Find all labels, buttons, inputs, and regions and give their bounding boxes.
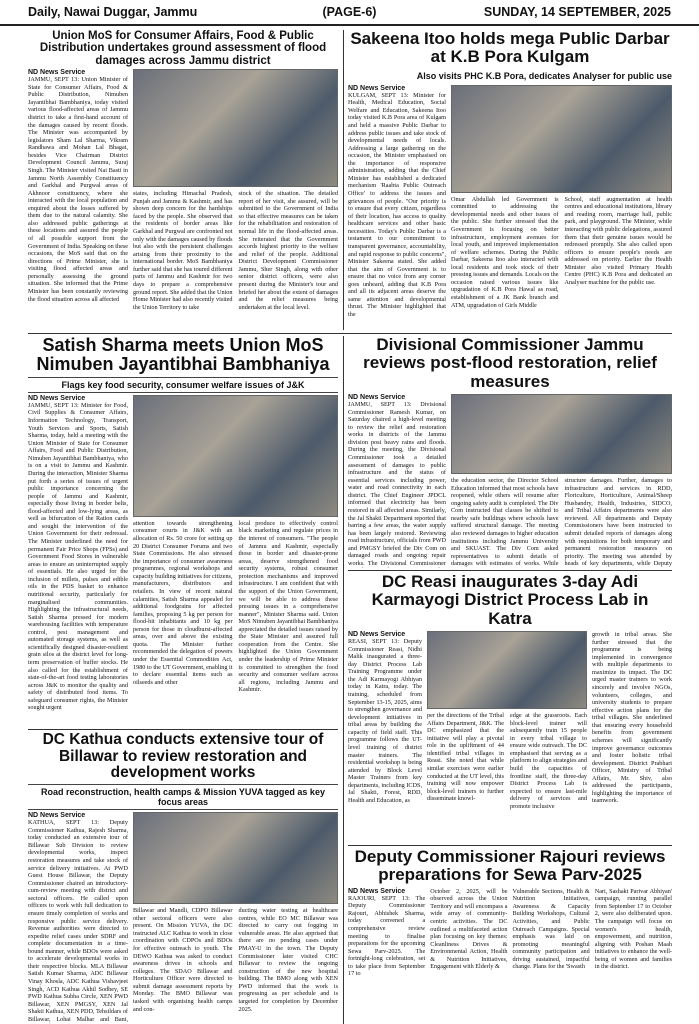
article-text: per the directions of the Tribal Affairs Department, J&K. The DC emphasized that the initiative will play a pivotal role in the upliftment of 44 identified tribal villages in Reasi. She noted that while similar exercises were earlier conducted at the UT level, this training will now empower block-level trainers to further disseminate knowl- — [427, 712, 504, 803]
article-text: RAJOURI, SEPT 13: The Deputy Commissioner Rajouri, Abhishek Sharma, today convened a comprehensive review meeting to finalise preparations for the upcoming Sewa Parv-2025. The fortnight-long celebration, set to take place from September 17 to — [348, 894, 426, 978]
byline: ND News Service — [28, 69, 86, 77]
byline: ND News Service — [348, 631, 406, 639]
headline: Satish Sharma meets Union MoS Nimuben Jayantibhai Bambhaniya — [36, 336, 330, 375]
article-dc-rajouri — [348, 848, 672, 1024]
byline: ND News Service — [348, 394, 406, 402]
section-divider — [28, 729, 338, 730]
article-text: JAMMU, SEPT 13: Divisional Commissioner Ramesh Kumar, on Saturday chaired a high-level meeting to review the relief and restoration works in districts of the Jammu division post heavy rains and floods. During the meeting, the Divisional Commissioner took a detailed assessment of damages to public infrastructure and the status of essential services including power, water and road connectivity in each district. The Chief Engineer JPDCL informed that electricity has been restored in all affected areas. Similarly, the Jal Shakti Department reported that barring a few areas, the water supply has been largely restored. Reviewing road infrastructure, officials from PWD and PMGSY briefed the Div Com on damaged roads and ongoing repair works. The Divisional Commissioner — [348, 401, 446, 567]
subheadline: Flags key food security, consumer welfare issues of J&K — [28, 377, 338, 393]
headline: Divisional Commissioner Jammu reviews post-flood restoration, relief measures — [363, 336, 657, 391]
section-divider — [348, 570, 672, 571]
article-text: Billawar and Mandli, CDPO Billawar other sectoral officers were also present. On Mission YUVA, the DC instructed ALC Kathua to work in close coordination with CDPOs and BDOs for effective outreach to youth. The DEWO Kathua was asked to conduct awareness drives in schools and colleges. The SDAO Billawar and Horticulture Officer were directed to submit damage assessment reports by Monday. The BMO Billawar was tasked with organising health camps and con- — [133, 907, 233, 1013]
column-divider — [343, 336, 344, 1024]
article-satish-sharma — [28, 336, 338, 726]
article-text: KATHUA, SEPT 13: Deputy Commissioner Kathua, Rajesh Sharma, today conducted an extensive tour of Billawar Sub Division to review developmental works, inspect restoration measures and take stock of service delivery initiatives. At PWD Guest House Billawar, the Deputy Commissioner chaired an introductory-cum-review meeting with district and sectoral officers. He called upon officers to work with full dedication to ensure timely completion of works and responsive public service delivery. Revenue authorities were directed to expedite relief cases under SDRF and complete documentation in a time-bound manner, while BDOs were asked to accelerate developmental works in their respective blocks. MLA Billawar Satish Kumar Sharma, ADC Billawar Vinay Khosla, ADC Kathua Vishavjeet Singh, ACD Kathua Akhil Sodhey, SE PWD Kathua Subha Circle, XEN PWD Billawar, XEN PMGSY, XEN Jal Shakti Kathua, XEN PDD, Tehsildars of Billawar, Lohai Malhar and Bani, — [28, 819, 128, 1023]
section-divider — [348, 845, 672, 846]
article-photo — [451, 85, 672, 193]
article-text: October 2, 2025, will be observed across the Union Territory and will encompass a wide array of community-centric activities. The DC outlined a multifaceted action plan focusing on key themes: Cleanliness Drives & Environmental Action, Health & Nutrition Initiatives, Engagement with Elderly & — [430, 887, 508, 971]
headline: Deputy Commissioner Rajouri reviews preparations for Sewa Parv-2025 — [354, 848, 666, 885]
headline: DC Kathua conducts extensive tour of Billawar to review restoration and development works — [42, 732, 324, 782]
article-text: local produce to effectively control black marketing and regulate prices in the interest of consumers. "The people of Jammu and Kashmir, especially those in border and disaster-prone areas, deserve strengthened food security systems, robust consumer protection mechanisms and improved infrastructure. I am confident that with the support of the Union Government, we will be able to address these pressing issues in a comprehensive manner", Minister Sharma said. Union MoS Nimuben Jayantibhai Bambhaniya appreciated the detailed issues raised by the State Minister and assured full cooperation from the Centre. She highlighted the Union Government under the leadership of Prime Minister is committed to strengthen the food security and consumer welfare across all regions, including Jammu and Kashmir. — [238, 519, 338, 694]
article-photo — [133, 395, 338, 517]
article-text: states, including Himachal Pradesh, Punjab and Jammu & Kashmir, and has shown deep concern for the hardships faced by the people. She observed that the residents of border areas like Garkhal and Purgwal are confronted not only with the damages caused by floods but also with the persistent challenges arising from their proximity to the international border. MoS Bambhaniya further said that she has toured different parts of Jammu and Kashmir for two days to prepare a comprehensive ground report. She added that the Union Home Minister had also recently visited the Union Territory to take — [133, 190, 233, 311]
article-text: Omar Abdullah led Government is committed to addressing the developmental needs and other issues of the public. She further stressed that the Government is focusing on better infrastructure, employment avenues for local youth, and improved implementation of welfare schemes. During the Public Darbar, Sakeena Itoo also interacted with local residents and took stock of their pressing issues and demands. Locals on the occasion raised various issues like upgradation of K.B Pora Hawal as road, establishment of a JK Bank branch and ATM, upgradation of Girls Middle — [451, 195, 559, 309]
subheadline: Also visits PHC K.B Pora, dedicates Analyser for public use — [416, 70, 672, 81]
headline: Sakeena Itoo holds mega Public Darbar at K.B Pora Kulgam — [350, 30, 670, 67]
article-text: KULGAM, SEPT 13: Minister for Health, Medical Education, Social Welfare and Education, Sakeena Itoo today visited K.B Pora area of Kulgam and held a massive Public Darbar to address public issues and take stock of developmental needs of locals. Addressing a large gathering on the occasion, the Minister emphasised on the importance of responsive administration, adding that the Chief Minister has established a dedicated mechanism 'Raabta Public Outreach Office' to address the issues and grievances of people. "Our priority is to ensure that every citizen, regardless of their location, has access to quality healthcare services and other basic necessities. Today's Public Darbar is a testament to our commitment to transparent governance, accountability, and rapid response to public concerns", Minister Sakeena stated. She added that the aim of Government is to ensure that no voice from any corner goes unheard, adding that K.B Pora and all its adjacent areas deserve the same attention and developmental thrust. The Minister highlighted that the — [348, 91, 446, 319]
article-photo — [451, 394, 672, 474]
article-text: Nari, Sashakt Parivar Abhiyan' campaign, running parallel from September 17 to October 2, were also deliberated upon. The campaign will focus on women's health, empowerment, and nutrition, aligning with Poshan Maah initiatives to enhance the well-being of women and families in the district. — [594, 887, 672, 971]
article-text: the education sector, the Director School Education informed that most schools have reopened, while others will resume after ongoing safety audit is completed. The Div Com instructed that classes be shifted to nearby safe buildings where schools have suffered structural damage. The meeting also reviewed damages to higher education institutions including Jammu University and SKUAST. The Div Com asked representatives to submit details of damages with estimates of works. While — [451, 477, 559, 568]
headline: Union MoS for Consumer Affairs, Food & Public Distribution undertakes ground assessment of flood damages across Jammu district — [39, 30, 327, 67]
article-text: ducting water testing at healthcare centres, while EO MC Billawar was directed to carry out fogging in vulnerable areas. He also apprised that there are no pending cases under PMAY-U in the town. The Deputy Commissioner later visited CHC Billawar to review the ongoing construction of the new hospital building. The BMO along with XEN PWD informed that the work is progressing as per schedule and is targeted for completion by December 2025. — [238, 907, 338, 1013]
article-text: attention towards strengthening consumer courts in J&K with an allocation of Rs. 50 crore for setting up 20 District Consumer Forums and two State Commissions. He also stressed the importance of consumer awareness programmes, regional workshops and capacity building initiatives for citizens, manufacturers, distributors and retailers. In view of recent natural calamities, Satish Sharma appealed for additional foodgrains for affected families, proposing 5 kg per person for flood-hit inhabitants and 10 kg per person for those in cloudburst-affected areas, over and above the existing quota. The Minister further recommended the delegation of powers under the Essential Commodities Act, 1980 to the UT Government, enabling it to declare essential items such as oilseeds and other — [133, 519, 233, 686]
subheadline: Road reconstruction, health camps & Mission YUVA tagged as key focus areas — [28, 784, 338, 810]
issue-date: SUNDAY, 14 SEPTEMBER, 2025 — [483, 5, 671, 19]
column-divider — [343, 30, 344, 330]
article-dc-kathua — [28, 732, 338, 1024]
article-text: JAMMU, SEPT 13: Union Minister of State for Consumer Affairs, Food & Public Distribution, Nimuben Jayantibhai Bambhaniya, today visited various flood-affected areas of Jammu district to take a first-hand account of the damages caused by recent floods. The Minister was accompanied by legislators Sham Lal Sharma, Vikram Randhawa and Mohan Lal Bhagat, besides Vice Chairman District Development Council Jammu, Suraj Singh. The Minister visited Nai Basti in Jammu North Assembly Constituency and Garkhal and Purgwal areas of Akhnoor constituency, where she interacted with the local population and enquired about the losses suffered by them due to the natural calamity. She also addressed public gatherings at these locations and assured the people of all possible support from the Government of India. Speaking on these occasions, the MoS said that on the directions of Prime Minister, she is visiting flood affected areas and personally assessing the ground situation. She informed that the Prime Minister has been constantly reviewing the flood situation across all affected — [28, 76, 129, 303]
masthead — [0, 0, 699, 26]
byline: ND News Service — [28, 812, 86, 820]
article-text: stock of the situation. The detailed report of her visit, she assured, will be submitted to the Government of India so that effective measures can be taken for the rehabilitation and restoration of normal life in the flood-affected areas. She reiterated that the Government accords highest priority to the welfare and relief of the people. Additional District Development Commissioner Jammu, Sher Singh, along with other senior district officers, were also present during the Minister's tour and briefed her about the extent of damages and the relief measures being undertaken at the local level. — [238, 190, 338, 311]
article-text: School, staff augmentation at health centres and educational institutions, library and reading room, marriage hall, public park, and playground. The Minister, while interacting with public delegations, assured them that their genuine issues would be redressed promptly. She also called upon officers to ensure people's needs are addressed on priority. Earlier the Health Minister also visited Primary Health Centre (PHC) K.B Pora and dedicated an Analyser machine for the public use. — [564, 195, 672, 286]
article-text: structure damages. Further, damages to infrastructure and services in RDD, Floriculture, Horticulture, Animal/Sheep Husbandry, Health, Industries, SIDCO, and Tribal Affairs departments were also reviewed. All departments and Deputy Commissioners have been instructed to submit detailed reports of damages along with requisitions for both temporary and permanent restoration measures on priority. The meeting was attended by heads of key departments, while Deputy — [564, 477, 672, 568]
article-text: growth in tribal areas. She further stressed that the programme is being implemented in convergence with multiple departments to maximize its impact. The DC urged master trainers to work sincerely and involve NGOs, volunteers, colleges, and university students to prepare effective action plans for the tribal villages. She underlined that ensuring every household benefits from government schemes will significantly improve governance outcomes and foster holistic tribal development. District Prabhari Officer, Ministry of Tribal Affairs, Mr. Shiv, also addressed the participants, highlighting the importance of teamwork. — [592, 631, 672, 805]
article-text: JAMMU, SEPT 13: Minister for Food, Civil Supplies & Consumer Affairs, Information Technology, Transport, Youth Services and Sports, Satish Sharma, today, held a meeting with the Union Minister of State for Consumer Affairs, Food and Public Distribution, Nimuben Jayantibhai Bambhaniya, who is on a visit to Jammu and Kashmir. During the interaction, Minister Sharma put forth a series of issues of urgent public importance concerning the people of Jammu and Kashmir, especially those living in border belts, flood-affected and low-lying areas, as well as bifurcation of the Ration cards and sought the intervention of the Union Government for their redressal. The Minister underlined the need for permanent Fair Price Shops (FPSs) and Government Food Stores in vulnerable areas to ensure an uninterrupted supply of essentials. He also urged for the inclusion of millets, pulses and edible oils in the PDS basket to enhance nutritional security, particularly for marginalised communities. Highlighting the infrastructural needs, Satish Sharma pressed for modern warehousing facilities with temperature control, pest management and automated storage systems, as well as scientifically designed disaster-resilient grain silos at the district level for long-term preservation of buffer stocks. He also called for the establishment of state-of-the-art food testing laboratories across J&K to monitor the quality and safety of distributed food items. To safeguard consumer rights, the Minister sought urgent — [28, 401, 128, 712]
byline: ND News Service — [28, 394, 86, 402]
headline: DC Reasi inaugurates 3-day Adi Karmayogi District Process Lab in Katra — [371, 573, 649, 628]
article-photo — [133, 812, 338, 904]
article-dc-reasi — [348, 573, 672, 843]
article-sakeena-itoo — [348, 30, 672, 332]
section-divider — [28, 333, 672, 334]
article-text: REASI, SEPT 13: Deputy Commissioner Reasi, Nidhi Malik inaugurated a three-day District Process Lab Training Programme under the Adi Karmayogi Abhiyan today in Katra, today. The training, scheduled from September 13-15, 2025, aims to strengthen governance and development initiatives in tribal areas by building the capacity of field staff. This programme follows the UT-level training of district master trainers. The residential workshop is being attended by Block Level Master Trainers from key departments, including ICDS, Jal Shakti, Forest, RDD, Health and Education, as — [348, 638, 422, 804]
article-text: edge at the grassroots. Each block-level trainer will subsequently train 15 people in every tribal village to ensure wide outreach. The DC emphasised that serving as a platform to align strategies and build the capacities of frontline staff, the three-day District Process Lab is expected to ensure last-mile delivery of services and promote inclusive — [510, 712, 587, 810]
byline: ND News Service — [348, 84, 406, 92]
publication-name: Daily, Nawai Duggar, Jammu — [28, 5, 198, 19]
article-photo — [133, 69, 338, 187]
article-union-mos — [28, 30, 338, 332]
article-div-com-jammu — [348, 336, 672, 568]
byline: ND News Service — [348, 887, 406, 895]
article-text: Vulnerable Sections, Health & Nutrition Initiatives, Awareness & Capacity Building Workshops, Cultural Activities, and Public Outreach Campaigns. Special emphasis was laid on promoting meaningful community participation and driving sustained, impactful change. Plans for the 'Swasth — [512, 887, 590, 971]
article-photo — [427, 631, 587, 709]
page-number: (PAGE-6) — [322, 5, 377, 19]
